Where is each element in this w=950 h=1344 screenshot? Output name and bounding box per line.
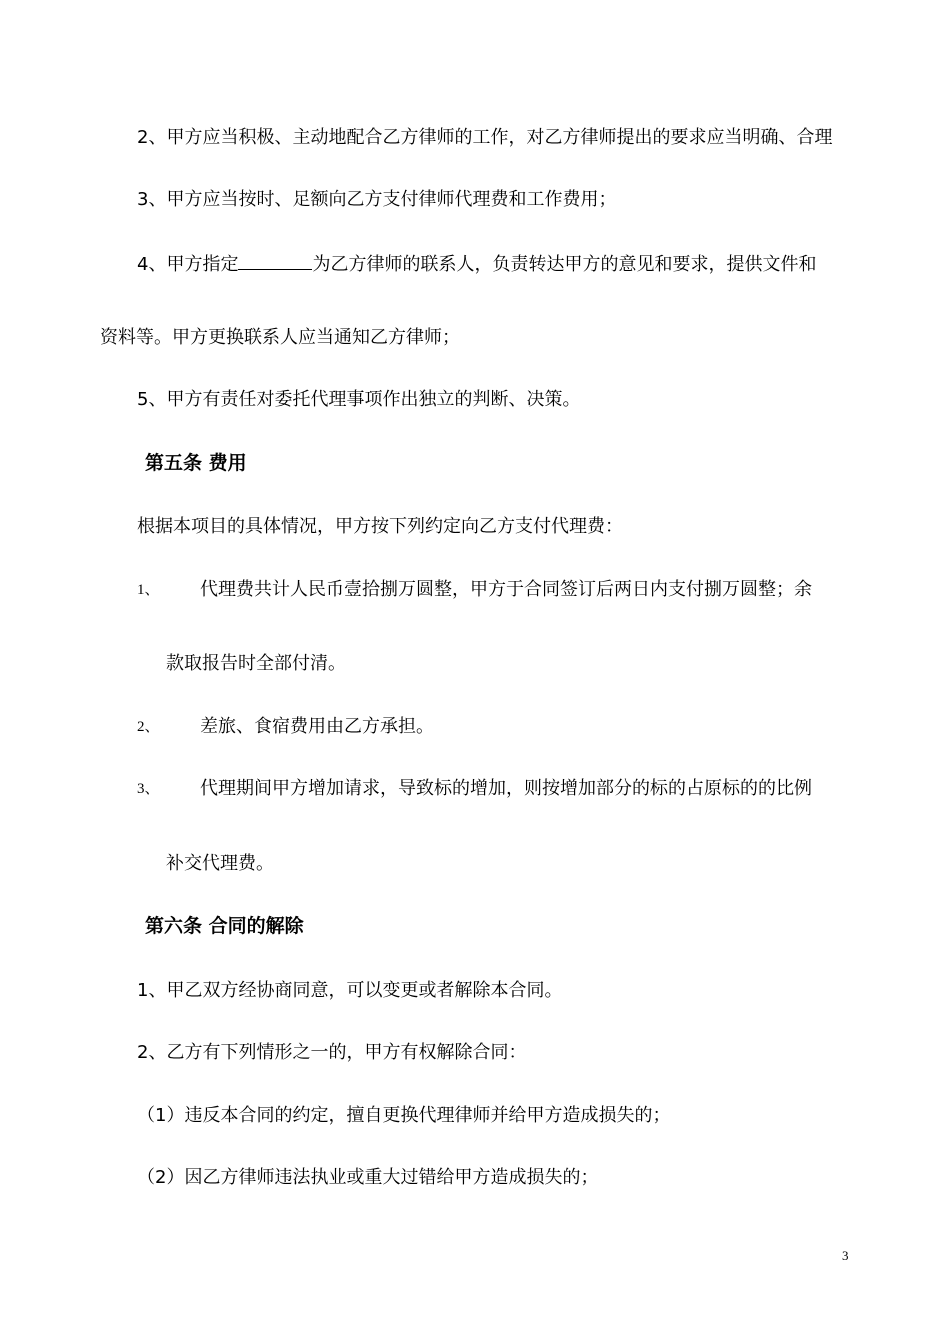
clause-4-item-4-rest: 为乙方律师的联系人，负责转达甲方的意见和要求，提供文件和 <box>312 254 817 275</box>
clause-4-item-4-lead: 4、甲方指定 <box>137 254 239 275</box>
fee-item-1-number: 1、 <box>137 582 160 598</box>
fee-item-2-number: 2、 <box>137 719 160 735</box>
fee-item-1-text: 代理费共计人民币壹拾捌万圆整，甲方于合同签订后两日内支付捌万圆整；余 <box>200 579 812 600</box>
clause-4-item-4-continuation: 资料等。甲方更换联系人应当通知乙方律师； <box>100 327 460 348</box>
fee-item-3-text: 代理期间甲方增加请求，导致标的增加，则按增加部分的标的占原标的的比例 <box>200 778 812 799</box>
contact-person-blank <box>238 251 312 270</box>
article-6-heading: 第六条 合同的解除 <box>145 915 304 937</box>
fee-item-3-number: 3、 <box>137 781 160 797</box>
clause-4-item-5: 5、甲方有责任对委托代理事项作出独立的判断、决策。 <box>137 389 581 410</box>
clause-4-item-4 <box>137 251 816 277</box>
article-6-item-2: 2、乙方有下列情形之一的，甲方有权解除合同： <box>137 1042 527 1063</box>
page-number: 3 <box>842 1248 849 1263</box>
fee-item-2-text: 差旅、食宿费用由乙方承担。 <box>200 716 434 737</box>
fee-item-3-continuation: 补交代理费。 <box>166 853 274 874</box>
article-5-intro: 根据本项目的具体情况，甲方按下列约定向乙方支付代理费： <box>137 516 623 537</box>
article-5-heading: 第五条 费用 <box>145 452 247 474</box>
article-6-subitem-2: （2）因乙方律师违法执业或重大过错给甲方造成损失的； <box>137 1167 599 1188</box>
clause-4-item-3: 3、甲方应当按时、足额向乙方支付律师代理费和工作费用； <box>137 189 617 210</box>
fee-item-1-continuation: 款取报告时全部付清。 <box>166 653 346 674</box>
article-6-item-1: 1、甲乙双方经协商同意，可以变更或者解除本合同。 <box>137 980 563 1001</box>
article-6-subitem-1: （1）违反本合同的约定，擅自更换代理律师并给甲方造成损失的； <box>137 1105 671 1126</box>
clause-4-item-2: 2、甲方应当积极、主动地配合乙方律师的工作，对乙方律师提出的要求应当明确、合理 <box>137 127 833 148</box>
